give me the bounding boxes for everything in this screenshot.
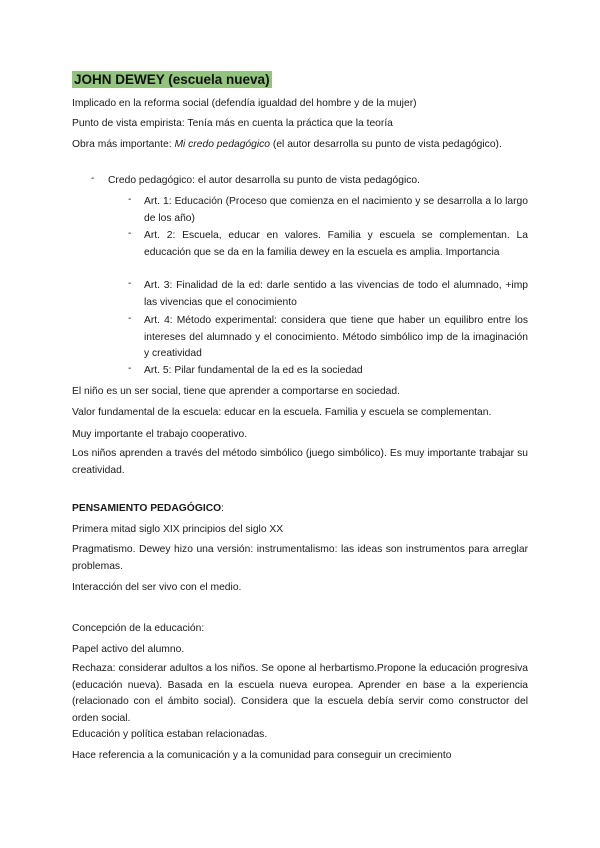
obra-prefix: Obra más importante: <box>72 139 175 150</box>
title-john-dewey: JOHN DEWEY (escuela nueva) <box>74 72 270 87</box>
paragraph-educacion-politica: Educación y política estaban relacionadas. <box>72 729 268 740</box>
obra-suffix: (el autor desarrolla su punto de vista pedagógico). <box>270 139 502 150</box>
obra-title: Mi credo pedagógico <box>174 139 271 150</box>
heading-colon: : <box>221 503 225 514</box>
paragraph-trabajo-cooperativo: Muy importante el trabajo cooperativo. <box>72 429 248 440</box>
article-5: Art. 5: Pilar fundamental de la ed es la sociedad <box>144 365 363 376</box>
paragraph-reforma-social: Implicado en la reforma social (defendía igualdad del hombre y de la mujer) <box>72 98 417 109</box>
dash-marker: - <box>128 313 132 324</box>
dash-marker: - <box>91 173 95 184</box>
paragraph-valor-fundamental: Valor fundamental de la escuela: educar en la escuela. Familia y escuela se complementan. <box>72 407 492 418</box>
paragraph-papel-activo: Papel activo del alumno. <box>72 644 185 655</box>
heading-pensamiento-pedagogico <box>72 501 528 518</box>
paragraph-rechaza: Rechaza: considerar adultos a los niños. Se opone al herbartismo.Propone la educación progresiva (educación nueva). Basada en la escuela nueva europea. Aprender en base a la experiencia (relacionado con el ámbito social). Considera que la escuela debía servir como constructor del orden social. <box>72 663 528 724</box>
bullet-credo: Credo pedagógico: el autor desarrolla su punto de vista pedagógico. <box>108 175 420 186</box>
paragraph-obra <box>72 137 528 154</box>
paragraph-nino-social: El niño es un ser social, tiene que aprender a comportarse en sociedad. <box>72 386 400 397</box>
dash-marker: - <box>128 363 132 374</box>
article-2: Art. 2: Escuela, educar en valores. Familia y escuela se complementan. La educación que se da en la familia dewey en la escuela es amplia. Importancia <box>144 230 528 258</box>
paragraph-siglo: Primera mitad siglo XIX principios del siglo XX <box>72 524 284 535</box>
paragraph-empirista: Punto de vista empirista: Tenía más en cuenta la práctica que la teoría <box>72 118 393 129</box>
dash-marker: - <box>128 278 132 289</box>
dash-marker: - <box>128 228 132 239</box>
article-1: Art. 1: Educación (Proceso que comienza en el nacimiento y se desarrolla a lo largo de los año) <box>144 196 528 224</box>
article-4: Art. 4: Método experimental: considera que tiene que haber un equilibro entre los intereses del alumnado y el conocimiento. Método simbólico imp de la imaginación y creatividad <box>144 315 528 359</box>
article-3: Art. 3: Finalidad de la ed: darle sentido a las vivencias de todo el alumnado, +imp las vivencias que el conocimiento <box>144 280 528 308</box>
heading-text: PENSAMIENTO PEDAGÓGICO <box>72 503 222 514</box>
paragraph-pragmatismo: Pragmatismo. Dewey hizo una versión: instrumentalismo: las ideas son instrumentos para arreglar problemas. <box>72 544 528 572</box>
paragraph-interaccion: Interacción del ser vivo con el medio. <box>72 582 242 593</box>
paragraph-concepcion: Concepción de la educación: <box>72 623 205 634</box>
paragraph-comunicacion: Hace referencia a la comunicación y a la comunidad para conseguir un crecimiento <box>72 750 452 761</box>
paragraph-metodo-simbolico: Los niños aprenden a través del método simbólico (juego simbólico). Es muy importante trabajar su creatividad. <box>72 448 528 476</box>
dash-marker: - <box>128 194 132 205</box>
